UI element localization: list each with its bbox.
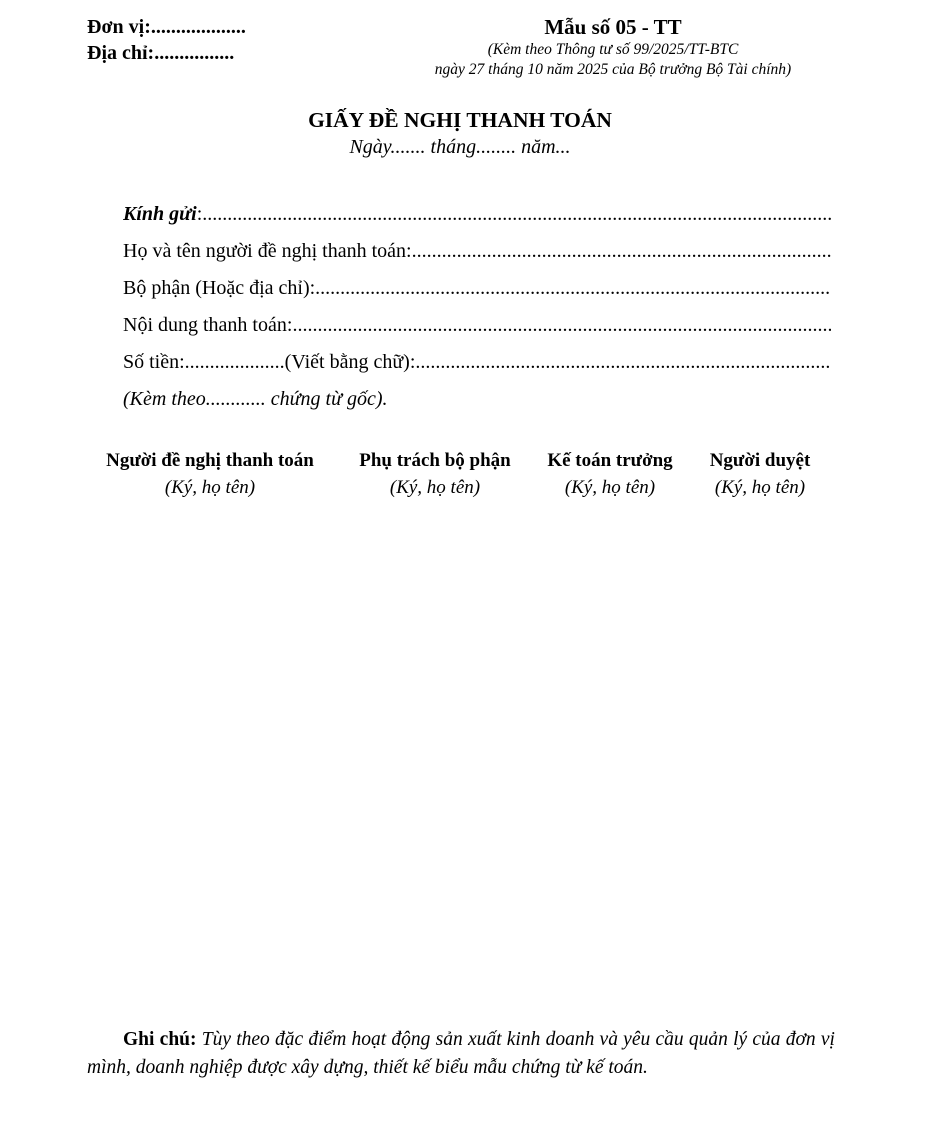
recipient-label: Kính gửi [123, 203, 197, 225]
document-date-line: Ngày....... tháng........ năm... [349, 136, 571, 158]
requester-row [123, 233, 831, 270]
form-reference-line-1: (Kèm theo Thông tư số 99/2025/TT-BTC [487, 41, 739, 58]
attachment-prefix: (Kèm theo [123, 388, 206, 410]
signature-department-head [333, 448, 537, 502]
footnote [87, 1026, 835, 1082]
signature-instruction: (Ký, họ tên) [714, 477, 806, 498]
unit-block [87, 14, 246, 66]
department-blank[interactable] [315, 270, 831, 307]
recipient-blank[interactable] [202, 196, 831, 233]
requester-blank[interactable] [412, 233, 831, 270]
signature-instruction: (Ký, họ tên) [564, 477, 656, 498]
form-fields [123, 196, 831, 418]
amount-words-blank[interactable] [415, 344, 831, 381]
form-number: Mẫu số 05 - TT [544, 15, 682, 39]
recipient-row [123, 196, 831, 233]
title-block [200, 106, 720, 160]
attachment-suffix: chứng từ gốc). [265, 388, 388, 410]
attachment-row [123, 381, 831, 418]
requester-label: Họ và tên người đề nghị thanh toán: [123, 240, 412, 262]
signature-approver [683, 448, 837, 502]
signature-instruction: (Ký, họ tên) [389, 477, 481, 498]
form-identifier [398, 14, 828, 80]
note-label: Ghi chú: [123, 1029, 197, 1050]
content-row [123, 307, 831, 344]
content-label: Nội dung thanh toán: [123, 314, 293, 336]
address-label: Địa chỉ:................ [87, 42, 235, 64]
amount-row [123, 344, 831, 381]
signature-section [87, 448, 837, 502]
department-row [123, 270, 831, 307]
content-blank[interactable] [292, 307, 831, 344]
signature-title: Người đề nghị thanh toán [106, 450, 314, 471]
amount-label: Số tiền: [123, 351, 185, 373]
amount-words-label: (Viết bằng chữ): [284, 351, 416, 373]
signature-chief-accountant [537, 448, 683, 502]
recipient-separator: : [196, 203, 203, 225]
signature-title: Người duyệt [709, 450, 811, 471]
signature-instruction: (Ký, họ tên) [164, 477, 256, 498]
signature-title: Phụ trách bộ phận [359, 450, 511, 471]
amount-blank[interactable]: .................... [184, 351, 285, 373]
form-reference-line-2: ngày 27 tháng 10 năm 2025 của Bộ trưởng Bộ Tài chính) [434, 61, 792, 78]
department-label: Bộ phận (Hoặc địa chỉ): [123, 277, 316, 299]
signature-requester [87, 448, 333, 502]
note-text: Tùy theo đặc điểm hoạt động sản xuất kinh doanh và yêu cầu quản lý của đơn vị mình, doanh nghiệp được xây dựng, thiết kế biểu mẫu chứng từ kế toán. [87, 1029, 835, 1078]
attachment-blank[interactable]: ............ [205, 388, 266, 410]
signature-title: Kế toán trưởng [547, 450, 673, 471]
document-title: GIẤY ĐỀ NGHỊ THANH TOÁN [308, 108, 612, 132]
unit-label: Đơn vị:................... [87, 16, 246, 38]
